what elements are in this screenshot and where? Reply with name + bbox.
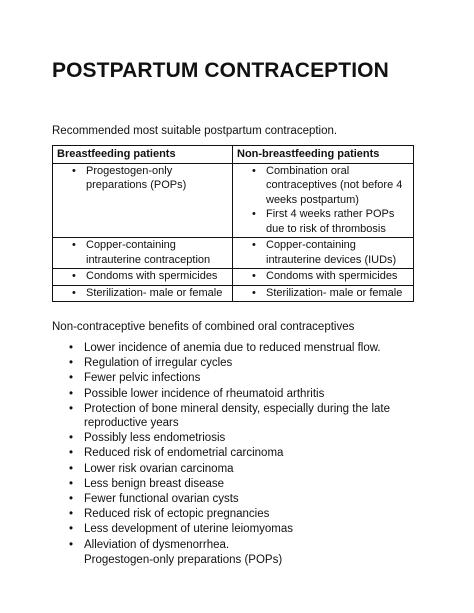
bullet-icon: • [252, 164, 256, 177]
bullet-icon: • [69, 447, 74, 460]
benefit-text: Fewer functional ovarian cysts [84, 492, 239, 505]
cell-non-breastfeeding [233, 163, 414, 238]
table-intro: Recommended most suitable postpartum contraception. [52, 125, 338, 137]
cell-breastfeeding [53, 285, 233, 302]
benefit-item [52, 477, 432, 491]
benefit-text: Possible lower incidence of rheumatoid arthritis [84, 387, 325, 400]
benefit-item [52, 341, 432, 355]
bullet-icon: • [252, 286, 256, 299]
benefit-text: Reduced risk of ectopic pregnancies [84, 508, 270, 521]
item-text: First 4 weeks rather POPs due to risk of thrombosis [266, 208, 395, 235]
bullet-icon: • [69, 372, 74, 385]
item-text: Copper-containing intrauterine devices (IUDs) [266, 239, 397, 266]
bullet-icon: • [69, 508, 74, 521]
table-row [53, 163, 414, 238]
list-item [57, 164, 228, 193]
item-text: Condoms with spermicides [86, 270, 218, 282]
list-item [237, 164, 409, 208]
bullet-icon: • [69, 477, 74, 490]
benefits-list [52, 341, 432, 567]
bullet-icon: • [69, 523, 74, 536]
benefit-text: Alleviation of dysmenorrhea. [84, 538, 230, 551]
table-row [53, 285, 414, 302]
benefit-text: Lower risk ovarian carcinoma [84, 462, 234, 475]
item-text: Copper-containing intrauterine contraception [86, 239, 211, 266]
item-text: Condoms with spermicides [266, 270, 398, 282]
benefit-text: Possibly less endometriosis [84, 432, 226, 445]
benefit-item [52, 371, 432, 385]
cell-non-breastfeeding [233, 269, 414, 286]
contraception-table [52, 145, 414, 302]
list-item [57, 269, 228, 284]
benefits-intro: Non-contraceptive benefits of combined oral contraceptives [52, 321, 355, 333]
bullet-icon: • [69, 357, 74, 370]
bullet-icon: • [72, 164, 76, 177]
list-item [57, 286, 228, 301]
benefit-item [52, 446, 432, 460]
benefit-text: Less benign breast disease [84, 477, 225, 490]
list-item [57, 238, 228, 267]
cell-breastfeeding [53, 163, 233, 238]
table-header-row [53, 146, 414, 164]
benefit-text: Lower incidence of anemia due to reduced menstrual flow. [84, 342, 381, 354]
benefit-item [52, 462, 432, 476]
bullet-icon: • [72, 239, 76, 251]
bullet-icon: • [69, 342, 74, 354]
header-non-breastfeeding: Non-breastfeeding patients [233, 146, 414, 164]
item-text: Progestogen-only preparations (POPs) [86, 164, 187, 191]
page-title: POSTPARTUM CONTRACEPTION [52, 59, 389, 82]
benefit-text: Fewer pelvic infections [84, 372, 201, 385]
bullet-icon: • [252, 270, 256, 282]
benefit-item [52, 538, 432, 552]
benefit-item [52, 356, 432, 370]
item-text: Sterilization- male or female [86, 286, 223, 299]
benefit-text: Regulation of irregular cycles [84, 357, 233, 370]
benefit-item [52, 492, 432, 506]
continuation-text: Progestogen-only preparations (POPs) [84, 553, 283, 566]
benefit-text: Less development of uterine leiomyomas [84, 523, 294, 536]
benefit-text: Protection of bone mineral density, especially during the late reproductive years [84, 402, 390, 430]
list-item [237, 238, 409, 267]
bullet-icon: • [252, 208, 256, 220]
table-row [53, 269, 414, 286]
cell-non-breastfeeding [233, 238, 414, 269]
bullet-icon: • [69, 387, 74, 400]
bullet-icon: • [69, 538, 74, 551]
bullet-icon: • [72, 270, 76, 282]
benefit-item [52, 402, 432, 431]
item-text: Combination oral contraceptives (not before 4 weeks postpartum) [266, 164, 403, 206]
benefit-item [52, 507, 432, 521]
list-item [237, 269, 409, 284]
benefit-item [52, 522, 432, 536]
benefit-item [52, 387, 432, 401]
table-row [53, 238, 414, 269]
benefit-text: Reduced risk of endometrial carcinoma [84, 447, 284, 460]
bullet-icon: • [69, 492, 74, 505]
header-breastfeeding: Breastfeeding patients [53, 146, 233, 164]
bullet-icon: • [69, 462, 74, 475]
bullet-icon: • [252, 239, 256, 251]
bullet-icon: • [72, 286, 76, 299]
cell-non-breastfeeding [233, 285, 414, 302]
list-item [237, 207, 409, 236]
cell-breastfeeding [53, 269, 233, 286]
benefit-item [52, 431, 432, 445]
list-item [237, 286, 409, 301]
bullet-icon: • [69, 402, 74, 415]
item-text: Sterilization- male or female [266, 286, 403, 299]
bullet-icon: • [69, 432, 74, 445]
cell-breastfeeding [53, 238, 233, 269]
